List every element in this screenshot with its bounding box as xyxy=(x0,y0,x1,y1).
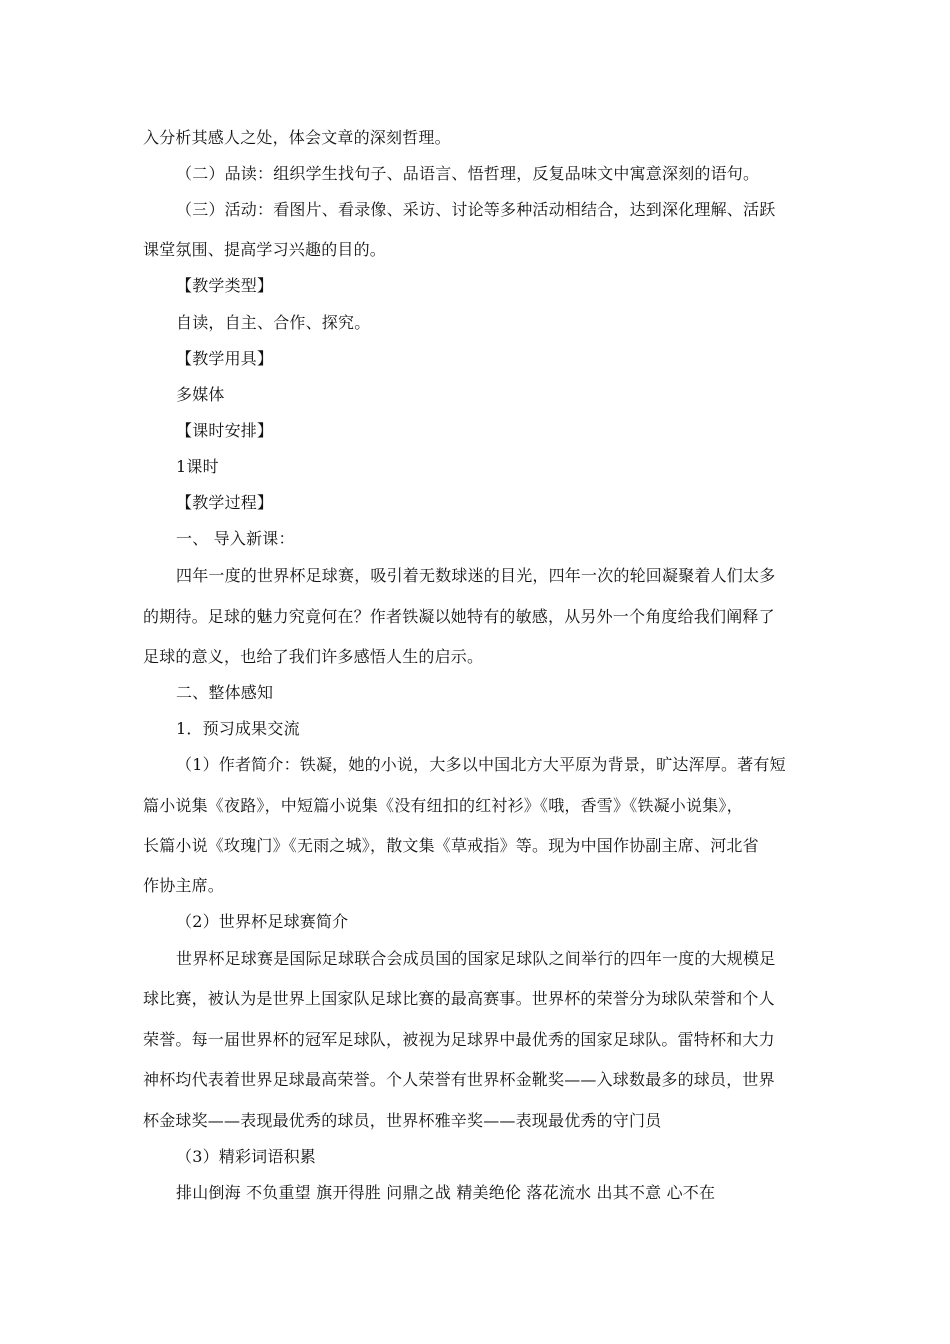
text-line: 杯金球奖——表现最优秀的球员，世界杯雅辛奖——表现最优秀的守门员 xyxy=(143,1111,662,1130)
text-line: 课堂氛围、提高学习兴趣的目的。 xyxy=(143,240,387,259)
section-heading: 【教学用具】 xyxy=(176,349,274,368)
text-line: （2）世界杯足球赛简介 xyxy=(176,912,349,931)
section-heading: 【教学类型】 xyxy=(176,276,274,295)
text-line: （3）精彩词语积累 xyxy=(176,1147,316,1166)
text-line: （三）活动：看图片、看录像、采访、讨论等多种活动相结合，达到深化理解、活跃 xyxy=(176,200,776,219)
text-line: 作协主席。 xyxy=(143,876,225,895)
text-line: 神杯均代表着世界足球最高荣誉。个人荣誉有世界杯金靴奖——入球数最多的球员，世界 xyxy=(143,1070,775,1089)
text-line: 球比赛，被认为是世界上国家队足球比赛的最高赛事。世界杯的荣誉分为球队荣誉和个人 xyxy=(143,989,775,1008)
text-line: 入分析其感人之处，体会文章的深刻哲理。 xyxy=(143,128,451,147)
text-line: 1课时 xyxy=(176,457,219,476)
text-line: 的期待。足球的魅力究竟何在？作者铁凝以她特有的敏感，从另外一个角度给我们阐释了 xyxy=(143,607,775,626)
text-line: 多媒体 xyxy=(176,385,225,404)
text-line: 自读，自主、合作、探究。 xyxy=(176,313,371,332)
text-line: （1）作者简介：铁凝，她的小说，大多以中国北方大平原为背景，旷达浑厚。著有短 xyxy=(176,755,786,774)
section-heading: 【教学过程】 xyxy=(176,493,274,512)
text-line: （二）品读：组织学生找句子、品语言、悟哲理，反复品味文中寓意深刻的语句。 xyxy=(176,164,760,183)
text-line: 1．预习成果交流 xyxy=(176,719,300,738)
text-line: 排山倒海 不负重望 旗开得胜 问鼎之战 精美绝伦 落花流水 出其不意 心不在 xyxy=(176,1183,716,1202)
text-line: 长篇小说《玫瑰门》《无雨之城》，散文集《草戒指》等。现为中国作协副主席、河北省 xyxy=(143,836,759,855)
text-line: 荣誉。每一届世界杯的冠军足球队，被视为足球界中最优秀的国家足球队。雷特杯和大力 xyxy=(143,1030,775,1049)
text-line: 一、 导入新课： xyxy=(176,529,295,548)
text-line: 足球的意义，也给了我们许多感悟人生的启示。 xyxy=(143,647,484,666)
text-line: 四年一度的世界杯足球赛，吸引着无数球迷的目光，四年一次的轮回凝聚着人们太多 xyxy=(176,566,776,585)
text-line: 世界杯足球赛是国际足球联合会成员国的国家足球队之间举行的四年一度的大规模足 xyxy=(176,949,776,968)
text-line: 篇小说集《夜路》，中短篇小说集《没有纽扣的红衬衫》《哦，香雪》《铁凝小说集》， xyxy=(143,796,743,815)
text-line: 二、整体感知 xyxy=(176,683,274,702)
section-heading: 【课时安排】 xyxy=(176,421,274,440)
